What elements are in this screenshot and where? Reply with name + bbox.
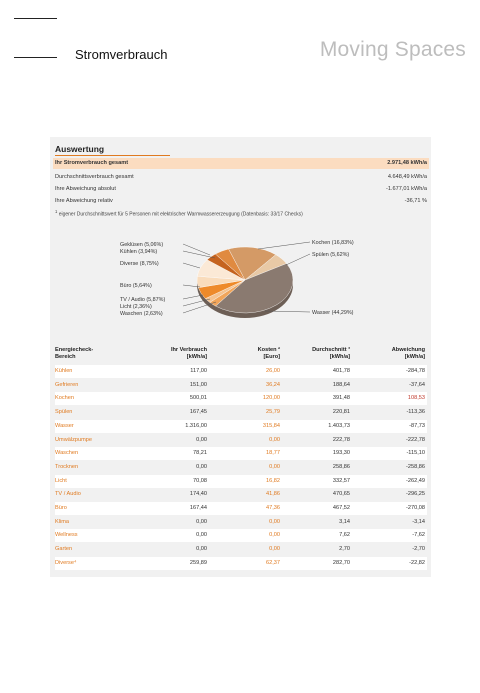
cell-usage: 167,45 bbox=[189, 409, 207, 416]
cell-area: Diverse⁴ bbox=[55, 559, 77, 566]
pie-label: Waschen (2,63%) bbox=[120, 311, 163, 317]
cell-deviation: -22,82 bbox=[409, 559, 425, 566]
cell-average: 2,70 bbox=[339, 546, 350, 553]
cell-deviation: -258,86 bbox=[406, 463, 425, 470]
cell-average: 7,62 bbox=[339, 532, 350, 539]
cell-average: 1.403,73 bbox=[328, 422, 350, 429]
pie-label: Kochen (16,83%) bbox=[312, 240, 354, 246]
summary-value: 4.648,49 kWh/a bbox=[387, 174, 427, 180]
cell-average: 282,70 bbox=[332, 559, 350, 566]
table-row bbox=[55, 420, 427, 433]
cell-deviation: -222,78 bbox=[406, 436, 425, 443]
col-header-area bbox=[55, 347, 93, 361]
cell-average: 467,52 bbox=[332, 505, 350, 511]
cell-cost: 0,00 bbox=[269, 532, 280, 539]
cell-deviation: -87,73 bbox=[409, 422, 425, 429]
cell-usage: 151,00 bbox=[189, 381, 207, 388]
cell-usage: 500,01 bbox=[189, 395, 207, 402]
header-rule-1 bbox=[14, 18, 57, 19]
cell-cost: 47,36 bbox=[266, 505, 280, 511]
cell-area: Klima bbox=[55, 518, 69, 525]
cell-area: Garten bbox=[55, 546, 73, 553]
summary-label: Ihre Abweichung absolut bbox=[55, 186, 116, 192]
pie-leader-line bbox=[286, 254, 310, 265]
cell-area: Kühlen bbox=[55, 368, 73, 374]
pie-chart bbox=[50, 225, 431, 340]
cell-area: Trocknen bbox=[55, 463, 79, 470]
footnote-text: eigener Durchschnittswert für 5 Personen mit elektrischer Warmwassererzeugung (Datenbasis: 33/17 Checks) bbox=[58, 211, 303, 218]
summary-label: Ihr Stromverbrauch gesamt bbox=[55, 160, 129, 166]
pie-label: Diverse (8,75%) bbox=[120, 261, 159, 267]
pie-leader-line bbox=[258, 242, 310, 249]
table-row bbox=[55, 516, 427, 529]
cell-average: 222,78 bbox=[332, 436, 350, 443]
cell-average: 258,86 bbox=[332, 463, 350, 470]
cell-area: Wasser bbox=[55, 422, 74, 429]
pie-leader-line bbox=[183, 263, 200, 268]
cell-cost: 41,86 bbox=[266, 491, 280, 498]
cell-area: Waschen bbox=[55, 450, 79, 457]
cell-average: 391,48 bbox=[332, 395, 350, 402]
cell-average: 332,57 bbox=[332, 477, 350, 484]
header-rule-3 bbox=[14, 57, 57, 58]
brand-logo-text: Moving Spaces bbox=[319, 38, 466, 61]
summary-row-total bbox=[53, 158, 429, 169]
table-row bbox=[55, 529, 427, 542]
cell-area: Umwälzpumpe bbox=[55, 436, 92, 443]
summary-value: -1.677,01 kWh/a bbox=[385, 186, 427, 192]
cell-deviation: -262,49 bbox=[406, 477, 425, 484]
cell-average: 188,64 bbox=[332, 381, 350, 388]
cell-deviation: -115,10 bbox=[406, 450, 425, 457]
pie-label: Spülen (5,62%) bbox=[312, 252, 350, 258]
cell-usage: 70,08 bbox=[193, 477, 207, 484]
table-row bbox=[55, 488, 427, 501]
pie-label: Licht (2,36%) bbox=[120, 304, 152, 310]
cell-cost: 0,00 bbox=[269, 518, 280, 525]
pie-label: TV / Audio (5,87%) bbox=[120, 297, 166, 303]
cell-usage: 0,00 bbox=[196, 546, 207, 553]
pie-leader-line bbox=[183, 295, 203, 299]
cell-cost: 25,79 bbox=[266, 409, 280, 416]
table-row bbox=[55, 365, 427, 378]
cell-usage: 117,00 bbox=[190, 368, 207, 374]
footnote: $^1$ eigener Durchschnittswert für 5 Personen mit elektrischer Warmwassererzeugung (Datenbasis: 33/17 Checks) bbox=[55, 209, 303, 218]
col-header-deviation bbox=[375, 347, 425, 361]
cell-cost: 36,24 bbox=[266, 381, 280, 388]
table-row bbox=[55, 475, 427, 488]
cell-usage: 0,00 bbox=[196, 532, 207, 539]
section-underline bbox=[55, 155, 170, 156]
table-row bbox=[55, 543, 427, 556]
summary-row-absolute bbox=[53, 184, 429, 195]
cell-area: Licht bbox=[55, 477, 67, 484]
summary-label: Ihre Abweichung relativ bbox=[55, 198, 113, 204]
col-header-text: Abweichung [kWh/a] bbox=[391, 347, 425, 360]
col-header-usage bbox=[147, 347, 207, 361]
summary-row-average bbox=[53, 172, 429, 183]
cell-deviation: -270,08 bbox=[406, 505, 425, 511]
summary-row-relative bbox=[53, 196, 429, 207]
pie-label: Geklüsen (5,06%) bbox=[120, 242, 164, 248]
summary-label: Durchschnittsverbrauch gesamt bbox=[55, 174, 134, 180]
col-header-text: Energiecheck- Bereich bbox=[55, 347, 94, 360]
cell-usage: 0,00 bbox=[196, 518, 207, 525]
cell-cost: 18,77 bbox=[266, 450, 280, 457]
cell-cost: 0,00 bbox=[269, 546, 280, 553]
cell-usage: 78,21 bbox=[193, 450, 207, 457]
table-row bbox=[55, 461, 427, 474]
summary-value: -36,71 % bbox=[404, 198, 427, 204]
cell-average: 3,14 bbox=[339, 518, 350, 525]
page-title: Stromverbrauch bbox=[75, 47, 168, 62]
cell-average: 470,65 bbox=[332, 491, 350, 498]
cell-usage: 174,40 bbox=[189, 491, 207, 498]
cell-deviation: -296,25 bbox=[406, 491, 425, 498]
pie-label: Wasser (44,29%) bbox=[312, 310, 354, 316]
cell-deviation: -37,64 bbox=[409, 381, 425, 388]
cell-area: Büro bbox=[55, 505, 67, 511]
cell-deviation: -2,70 bbox=[412, 546, 425, 553]
cell-cost: 16,82 bbox=[266, 477, 280, 484]
table-row bbox=[55, 379, 427, 392]
cell-usage: 1.316,00 bbox=[185, 422, 207, 429]
evaluation-panel bbox=[50, 137, 431, 577]
pie-label: Büro (5,64%) bbox=[120, 283, 152, 289]
cell-cost: 62,37 bbox=[266, 559, 280, 566]
cell-cost: 0,00 bbox=[269, 463, 280, 470]
cell-deviation: -284,78 bbox=[406, 368, 425, 374]
cell-deviation: -113,36 bbox=[406, 409, 425, 416]
cell-cost: 0,00 bbox=[269, 436, 280, 443]
col-header-text: Kosten ² [Euro] bbox=[257, 347, 280, 360]
col-header-average bbox=[297, 347, 350, 361]
cell-area: Spülen bbox=[55, 409, 73, 416]
cell-average: 193,30 bbox=[332, 450, 350, 457]
cell-deviation: -3,14 bbox=[412, 518, 425, 525]
cell-area: Kochen bbox=[55, 395, 74, 402]
pie-leader-line bbox=[183, 244, 210, 255]
col-header-cost bbox=[230, 347, 280, 361]
pie-leader-line bbox=[183, 251, 215, 258]
header-rule-2 bbox=[14, 37, 57, 38]
cell-usage: 259,89 bbox=[189, 559, 207, 566]
section-heading: Auswertung bbox=[55, 144, 105, 154]
cell-usage: 167,44 bbox=[189, 505, 207, 511]
table-row bbox=[55, 447, 427, 460]
cell-cost: 26,00 bbox=[266, 368, 280, 374]
table-row bbox=[55, 557, 427, 570]
table-row bbox=[55, 502, 427, 515]
cell-cost: 315,84 bbox=[262, 422, 280, 429]
table-row bbox=[55, 434, 427, 447]
col-header-text: Durchschnitt ³ [kWh/a] bbox=[312, 347, 350, 360]
cell-average: 401,78 bbox=[332, 368, 350, 374]
col-header-text: Ihr Verbrauch [kWh/a] bbox=[170, 347, 207, 360]
cell-usage: 0,00 bbox=[196, 436, 207, 443]
cell-deviation: -7,62 bbox=[412, 532, 425, 539]
cell-area: TV / Audio bbox=[55, 491, 81, 498]
cell-usage: 0,00 bbox=[196, 463, 207, 470]
cell-cost: 120,00 bbox=[262, 395, 280, 402]
cell-area: Wellness bbox=[55, 532, 78, 539]
pie-label: Kühlen (3,94%) bbox=[120, 249, 158, 255]
table-row bbox=[55, 392, 427, 405]
summary-value: 2.971,48 kWh/a bbox=[387, 160, 427, 166]
table-row bbox=[55, 406, 427, 419]
cell-deviation: 108,53 bbox=[407, 395, 425, 402]
cell-area: Gefrieren bbox=[55, 381, 79, 388]
cell-average: 220,81 bbox=[332, 409, 350, 416]
